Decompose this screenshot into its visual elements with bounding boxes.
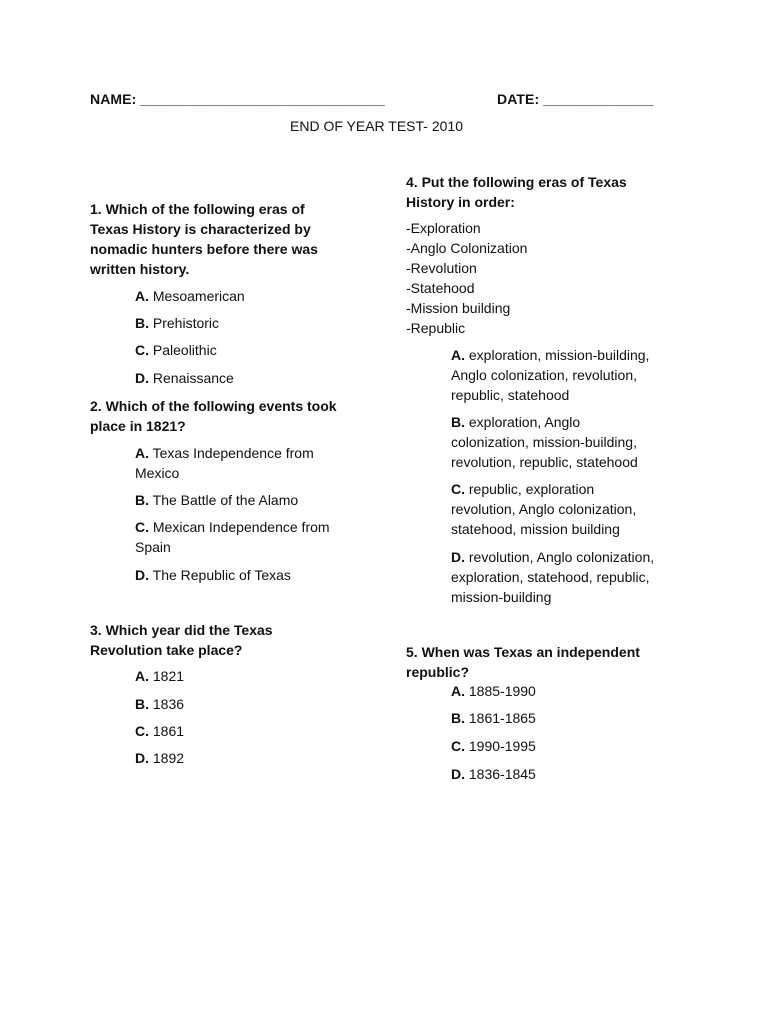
question-2-text: 2. Which of the following events took place in 1821? bbox=[90, 398, 337, 434]
question-4-list-item: -Statehood bbox=[406, 280, 475, 296]
option-text: Prehistoric bbox=[152, 315, 220, 331]
question-5-option-c bbox=[451, 736, 536, 756]
question-4-option-d bbox=[451, 547, 654, 607]
option-text: 1885-1990 bbox=[468, 683, 536, 699]
question-3-option-b bbox=[135, 694, 184, 714]
question-5-option-a bbox=[451, 681, 536, 701]
question-1-text: 1. Which of the following eras of Texas History is characterized by nomadic hunters before there was written history. bbox=[90, 201, 318, 277]
option-letter: D. bbox=[135, 370, 149, 386]
option-letter: D. bbox=[451, 766, 465, 782]
option-text: 1836 bbox=[152, 696, 185, 712]
option-letter: D. bbox=[135, 750, 149, 766]
option-letter: C. bbox=[135, 723, 149, 739]
option-text: Texas Independence from Mexico bbox=[135, 445, 314, 481]
question-5-option-b bbox=[451, 708, 536, 728]
question-3-option-a bbox=[135, 666, 184, 686]
question-3-option-c bbox=[135, 721, 184, 741]
option-letter: C. bbox=[451, 738, 465, 754]
question-4-option-a bbox=[451, 345, 649, 405]
option-letter: B. bbox=[451, 414, 465, 430]
option-text: exploration, Anglo colonization, mission-building, revolution, republic, statehood bbox=[451, 414, 638, 470]
option-text: republic, exploration revolution, Anglo colonization, statehood, mission building bbox=[451, 481, 637, 537]
question-2-option-a bbox=[135, 443, 314, 483]
question-4-text: 4. Put the following eras of Texas History in order: bbox=[406, 174, 627, 210]
question-4-list-item: -Anglo Colonization bbox=[406, 240, 528, 256]
question-3-option-d bbox=[135, 748, 184, 768]
option-letter: B. bbox=[135, 492, 149, 508]
option-text: revolution, Anglo colonization, exploration, statehood, republic, mission-building bbox=[451, 549, 655, 605]
question-1-option-b bbox=[135, 313, 219, 333]
date-field-label: DATE: ______________ bbox=[497, 91, 654, 107]
option-letter: A. bbox=[135, 288, 149, 304]
option-letter: B. bbox=[135, 696, 149, 712]
option-text: 1861-1865 bbox=[468, 710, 536, 726]
question-2-option-d bbox=[135, 565, 291, 585]
question-1-option-c bbox=[135, 340, 217, 360]
question-4-list-item: -Republic bbox=[406, 320, 466, 336]
name-field-label: NAME: _______________________________ bbox=[90, 91, 385, 107]
question-5-option-d bbox=[451, 764, 536, 784]
option-letter: B. bbox=[135, 315, 149, 331]
question-5-text: 5. When was Texas an independent republic? bbox=[406, 644, 640, 680]
option-text: Mesoamerican bbox=[152, 288, 245, 304]
option-text: Mexican Independence from Spain bbox=[135, 519, 330, 555]
question-1-option-d bbox=[135, 368, 234, 388]
question-2-option-c bbox=[135, 517, 330, 557]
option-text: Renaissance bbox=[152, 370, 234, 386]
option-letter: A. bbox=[135, 668, 149, 684]
question-4-option-c bbox=[451, 479, 636, 539]
option-text: 1861 bbox=[152, 723, 185, 739]
question-3-text: 3. Which year did the Texas Revolution take place? bbox=[90, 622, 273, 658]
question-1-option-a bbox=[135, 286, 245, 306]
option-text: The Republic of Texas bbox=[152, 567, 291, 583]
option-text: 1892 bbox=[152, 750, 185, 766]
option-letter: A. bbox=[451, 683, 465, 699]
question-4-list-item: -Exploration bbox=[406, 220, 481, 236]
option-letter: A. bbox=[451, 347, 465, 363]
option-letter: A. bbox=[135, 445, 149, 461]
option-text: 1836-1845 bbox=[468, 766, 536, 782]
test-title: END OF YEAR TEST- 2010 bbox=[290, 118, 463, 134]
option-letter: C. bbox=[451, 481, 465, 497]
option-letter: D. bbox=[135, 567, 149, 583]
option-letter: D. bbox=[451, 549, 465, 565]
question-2-option-b bbox=[135, 490, 298, 510]
option-letter: B. bbox=[451, 710, 465, 726]
option-letter: C. bbox=[135, 342, 149, 358]
option-text: exploration, mission-building, Anglo colonization, revolution, republic, statehood bbox=[451, 347, 650, 403]
option-text: 1990-1995 bbox=[468, 738, 536, 754]
option-text: Paleolithic bbox=[152, 342, 217, 358]
option-text: The Battle of the Alamo bbox=[152, 492, 299, 508]
question-4-option-b bbox=[451, 412, 638, 472]
option-text: 1821 bbox=[152, 668, 185, 684]
option-letter: C. bbox=[135, 519, 149, 535]
question-4-list-item: -Mission building bbox=[406, 300, 511, 316]
question-4-list-item: -Revolution bbox=[406, 260, 477, 276]
